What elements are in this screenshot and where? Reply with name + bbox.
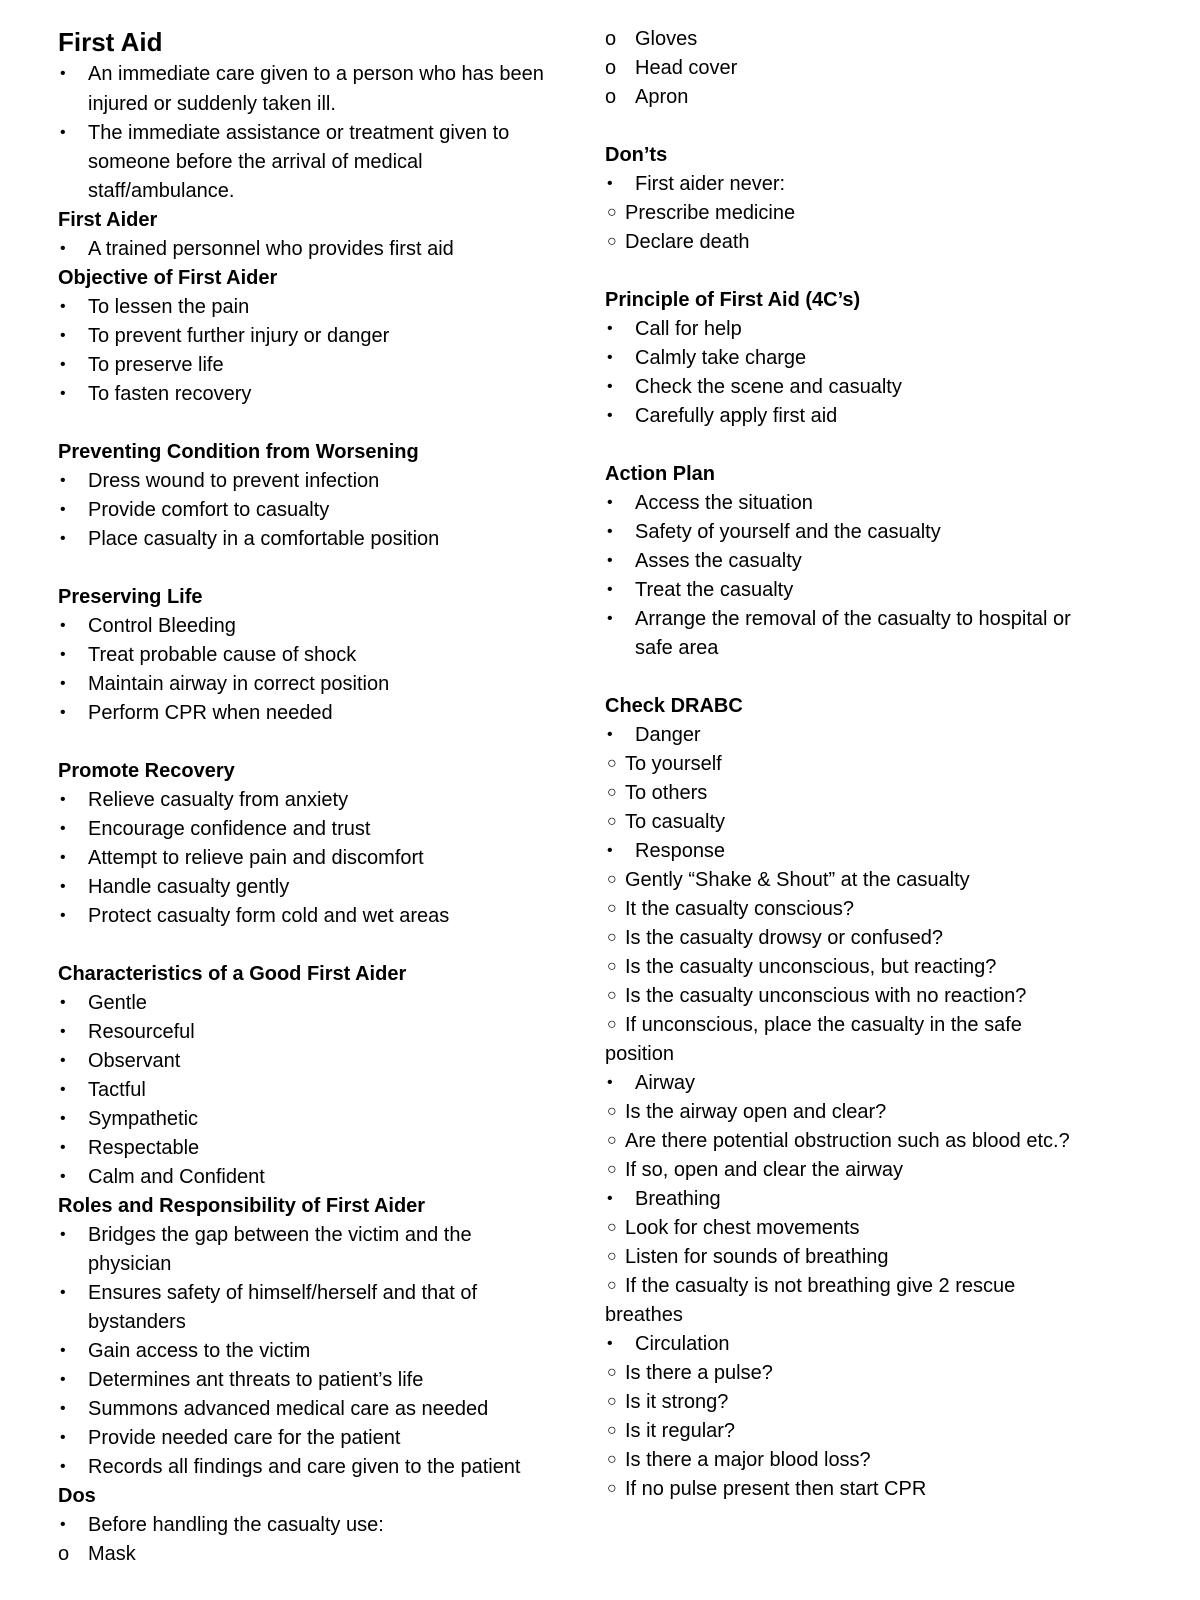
- list-item-treat-the-casualty: • Treat the casualty: [605, 578, 793, 602]
- list-item-is-there-a-major-blood-loss: ○ Is there a major blood loss?: [605, 1448, 871, 1472]
- section-heading-preserving-life: Preserving Life: [58, 586, 203, 608]
- list-item-response: • Response: [605, 839, 725, 863]
- list-item-someone-before-the-arrival-of-medical: someone before the arrival of medical: [88, 151, 423, 173]
- list-item-an-immediate-care-given-to-a-person-who-: • An immediate care given to a person who has been: [58, 62, 544, 86]
- list-item-to-others: ○ To others: [605, 781, 707, 805]
- list-item-circulation: • Circulation: [605, 1332, 729, 1356]
- section-heading-preventing-condition-from-worsening: Preventing Condition from Worsening: [58, 441, 419, 463]
- list-item-sympathetic: • Sympathetic: [58, 1107, 198, 1131]
- list-item-gloves: o Gloves: [605, 27, 697, 51]
- section-heading-principle-of-first-aid-4c-s: Principle of First Aid (4C’s): [605, 289, 861, 311]
- list-item-are-there-potential-obstruction-such-as-: ○ Are there potential obstruction such as blood etc.?: [605, 1129, 1070, 1153]
- list-item-gain-access-to-the-victim: • Gain access to the victim: [58, 1339, 310, 1363]
- list-item-gentle: • Gentle: [58, 991, 147, 1015]
- list-item-treat-probable-cause-of-shock: • Treat probable cause of shock: [58, 643, 356, 667]
- list-item-if-no-pulse-present-then-start-cpr: ○ If no pulse present then start CPR: [605, 1477, 926, 1501]
- section-heading-check-drabc: Check DRABC: [605, 695, 743, 717]
- list-item-summons-advanced-medical-care-as-needed: • Summons advanced medical care as needed: [58, 1397, 488, 1421]
- section-heading-dos: Dos: [58, 1485, 96, 1507]
- list-item-control-bleeding: • Control Bleeding: [58, 614, 236, 638]
- list-item-asses-the-casualty: • Asses the casualty: [605, 549, 802, 573]
- list-item-dress-wound-to-prevent-infection: • Dress wound to prevent infection: [58, 469, 379, 493]
- list-item-resourceful: • Resourceful: [58, 1020, 195, 1044]
- list-item-protect-casualty-form-cold-and-wet-areas: • Protect casualty form cold and wet areas: [58, 904, 449, 928]
- list-item-breathes: breathes: [605, 1304, 683, 1326]
- list-item-if-the-casualty-is-not-breathing-give-2-: ○ If the casualty is not breathing give 2 rescue: [605, 1274, 1015, 1298]
- section-heading-promote-recovery: Promote Recovery: [58, 760, 235, 782]
- document-title-first-aid: First Aid: [58, 27, 163, 57]
- list-item-encourage-confidence-and-trust: • Encourage confidence and trust: [58, 817, 370, 841]
- list-item-if-unconscious-place-the-casualty-in-the: ○ If unconscious, place the casualty in the safe: [605, 1013, 1022, 1037]
- list-item-to-prevent-further-injury-or-danger: • To prevent further injury or danger: [58, 324, 389, 348]
- list-item-relieve-casualty-from-anxiety: • Relieve casualty from anxiety: [58, 788, 348, 812]
- list-item-provide-comfort-to-casualty: • Provide comfort to casualty: [58, 498, 329, 522]
- list-item-tactful: • Tactful: [58, 1078, 146, 1102]
- list-item-position: position: [605, 1043, 674, 1065]
- list-item-bystanders: bystanders: [88, 1311, 186, 1333]
- list-item-access-the-situation: • Access the situation: [605, 491, 813, 515]
- list-item-respectable: • Respectable: [58, 1136, 199, 1160]
- list-item-provide-needed-care-for-the-patient: • Provide needed care for the patient: [58, 1426, 400, 1450]
- list-item-is-the-casualty-unconscious-with-no-reac: ○ Is the casualty unconscious with no reaction?: [605, 984, 1026, 1008]
- list-item-handle-casualty-gently: • Handle casualty gently: [58, 875, 289, 899]
- list-item-to-lessen-the-pain: • To lessen the pain: [58, 295, 249, 319]
- list-item-if-so-open-and-clear-the-airway: ○ If so, open and clear the airway: [605, 1158, 903, 1182]
- list-item-airway: • Airway: [605, 1071, 695, 1095]
- list-item-danger: • Danger: [605, 723, 701, 747]
- list-item-bridges-the-gap-between-the-victim-and-t: • Bridges the gap between the victim and the: [58, 1223, 472, 1247]
- list-item-mask: o Mask: [58, 1542, 136, 1566]
- list-item-to-preserve-life: • To preserve life: [58, 353, 224, 377]
- list-item-head-cover: o Head cover: [605, 56, 737, 80]
- list-item-staff-ambulance: staff/ambulance.: [88, 180, 235, 202]
- list-item-is-it-regular: ○ Is it regular?: [605, 1419, 735, 1443]
- section-heading-roles-and-responsibility-of-first-aider: Roles and Responsibility of First Aider: [58, 1195, 426, 1217]
- list-item-is-there-a-pulse: ○ Is there a pulse?: [605, 1361, 773, 1385]
- section-heading-first-aider: First Aider: [58, 209, 158, 231]
- list-item-attempt-to-relieve-pain-and-discomfort: • Attempt to relieve pain and discomfort: [58, 846, 424, 870]
- list-item-place-casualty-in-a-comfortable-position: • Place casualty in a comfortable position: [58, 527, 439, 551]
- list-item-listen-for-sounds-of-breathing: ○ Listen for sounds of breathing: [605, 1245, 889, 1269]
- section-heading-action-plan: Action Plan: [605, 463, 716, 485]
- list-item-apron: o Apron: [605, 85, 688, 109]
- list-item-safe-area: safe area: [635, 637, 719, 659]
- list-item-observant: • Observant: [58, 1049, 180, 1073]
- list-item-safety-of-yourself-and-the-casualty: • Safety of yourself and the casualty: [605, 520, 941, 544]
- list-item-prescribe-medicine: ○ Prescribe medicine: [605, 201, 795, 225]
- list-item-it-the-casualty-conscious: ○ It the casualty conscious?: [605, 897, 854, 921]
- list-item-declare-death: ○ Declare death: [605, 230, 750, 254]
- list-item-to-fasten-recovery: • To fasten recovery: [58, 382, 251, 406]
- list-item-check-the-scene-and-casualty: • Check the scene and casualty: [605, 375, 902, 399]
- list-item-breathing: • Breathing: [605, 1187, 721, 1211]
- list-item-gently-shake-shout-at-the-casualty: ○ Gently “Shake & Shout” at the casualty: [605, 868, 970, 892]
- list-item-determines-ant-threats-to-patient-s-life: • Determines ant threats to patient’s life: [58, 1368, 423, 1392]
- section-heading-objective-of-first-aider: Objective of First Aider: [58, 267, 278, 289]
- list-item-is-the-casualty-unconscious-but-reacting: ○ Is the casualty unconscious, but reacting?: [605, 955, 996, 979]
- list-item-is-it-strong: ○ Is it strong?: [605, 1390, 728, 1414]
- list-item-to-yourself: ○ To yourself: [605, 752, 722, 776]
- list-item-call-for-help: • Call for help: [605, 317, 742, 341]
- list-item-a-trained-personnel-who-provides-first-a: • A trained personnel who provides first aid: [58, 237, 454, 261]
- list-item-before-handling-the-casualty-use: • Before handling the casualty use:: [58, 1513, 384, 1537]
- list-item-is-the-casualty-drowsy-or-confused: ○ Is the casualty drowsy or confused?: [605, 926, 943, 950]
- section-heading-characteristics-of-a-good-first-aider: Characteristics of a Good First Aider: [58, 963, 407, 985]
- list-item-physician: physician: [88, 1253, 172, 1275]
- list-item-to-casualty: ○ To casualty: [605, 810, 725, 834]
- list-item-maintain-airway-in-correct-position: • Maintain airway in correct position: [58, 672, 389, 696]
- list-item-calmly-take-charge: • Calmly take charge: [605, 346, 806, 370]
- list-item-first-aider-never: • First aider never:: [605, 172, 785, 196]
- list-item-perform-cpr-when-needed: • Perform CPR when needed: [58, 701, 333, 725]
- list-item-the-immediate-assistance-or-treatment-gi: • The immediate assistance or treatment given to: [58, 121, 509, 145]
- list-item-records-all-findings-and-care-given-to-t: • Records all findings and care given to the patient: [58, 1455, 521, 1479]
- list-item-carefully-apply-first-aid: • Carefully apply first aid: [605, 404, 837, 428]
- list-item-ensures-safety-of-himself-herself-and-th: • Ensures safety of himself/herself and that of: [58, 1281, 477, 1305]
- list-item-arrange-the-removal-of-the-casualty-to-h: • Arrange the removal of the casualty to hospital or: [605, 607, 1071, 631]
- section-heading-don-ts: Don’ts: [605, 144, 668, 166]
- list-item-look-for-chest-movements: ○ Look for chest movements: [605, 1216, 860, 1240]
- list-item-is-the-airway-open-and-clear: ○ Is the airway open and clear?: [605, 1100, 886, 1124]
- list-item-calm-and-confident: • Calm and Confident: [58, 1165, 265, 1189]
- list-item-injured-or-suddenly-taken-ill: injured or suddenly taken ill.: [88, 93, 336, 115]
